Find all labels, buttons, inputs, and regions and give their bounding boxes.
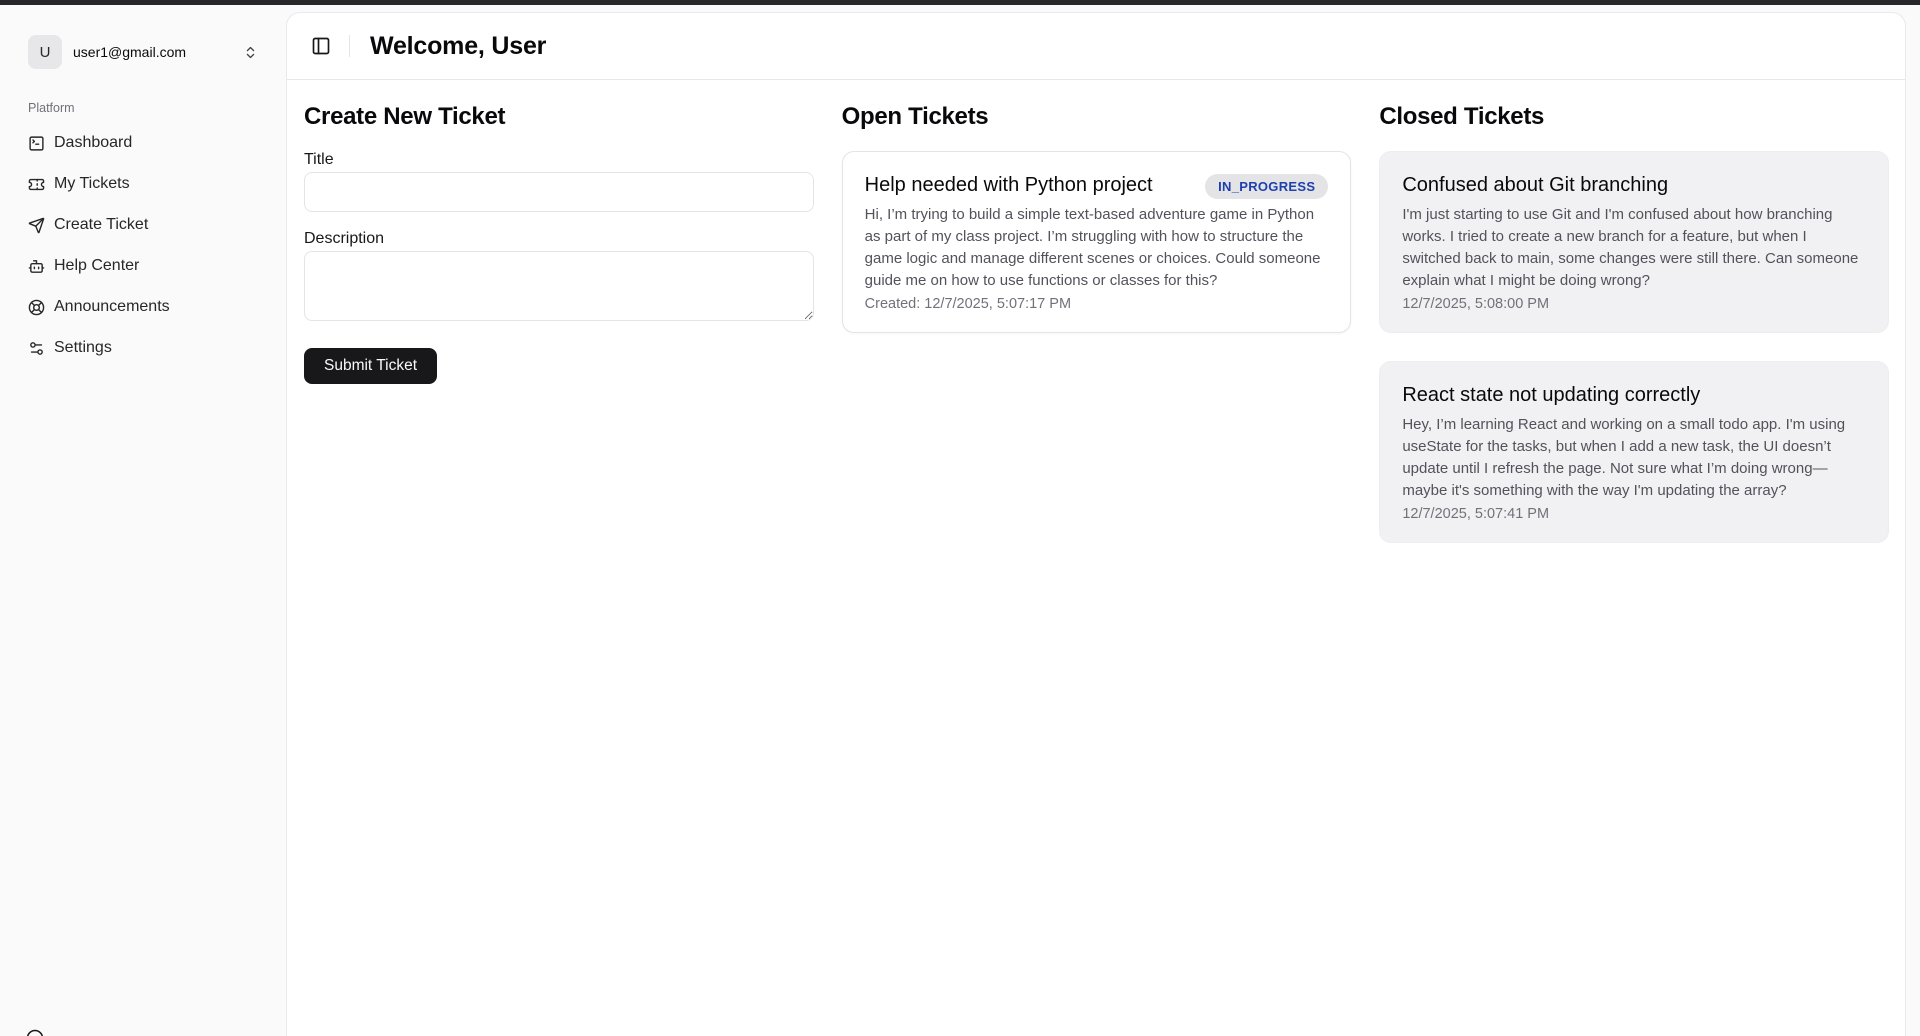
closed-ticket-card[interactable] <box>1379 361 1889 543</box>
sidebar-item-dashboard[interactable] <box>16 125 270 161</box>
closed-tickets-heading: Closed Tickets <box>1379 103 1545 130</box>
create-ticket-form <box>304 151 814 384</box>
open-tickets-heading: Open Tickets <box>841 103 989 130</box>
ticket-created-time: 12/7/2025, 5:07:41 PM <box>1402 506 1550 522</box>
sidebar-item-my-tickets[interactable] <box>16 166 270 202</box>
closed-ticket-card[interactable] <box>1379 151 1889 333</box>
open-ticket-card[interactable] <box>842 151 1352 333</box>
description-label: Description <box>304 230 385 247</box>
create-ticket-section <box>304 103 814 384</box>
avatar-initial: U <box>39 43 51 61</box>
description-input[interactable] <box>304 251 814 321</box>
title-field-group <box>304 151 814 212</box>
bot-icon <box>28 258 45 275</box>
sidebar-section-label: Platform <box>28 101 75 115</box>
ticket-body: Hey, I’m learning React and working on a small todo app. I'm using useState for the tasks, but when I add a new task, the UI doesn’t update until I refresh the page. Not sure what I’m doing wrong—maybe it's something with the way I'm updating the array? <box>1402 416 1846 499</box>
sidebar-item-label: My Tickets <box>54 175 130 192</box>
user-email: user1@gmail.com <box>73 44 187 60</box>
title-input[interactable] <box>304 172 814 212</box>
square-terminal-icon <box>28 135 45 152</box>
sliders-icon <box>28 340 45 357</box>
sidebar-item-create-ticket[interactable] <box>16 207 270 243</box>
sidebar-item-help-center[interactable] <box>16 248 270 284</box>
sidebar-item-announcements[interactable] <box>16 289 270 325</box>
open-tickets-section <box>842 103 1352 333</box>
avatar <box>28 35 62 69</box>
sidebar <box>0 5 286 1036</box>
sidebar-item-label: Settings <box>54 339 112 356</box>
sidebar-nav <box>16 125 270 366</box>
user-menu-button[interactable] <box>16 27 270 77</box>
ticket-body: Hi, I’m trying to build a simple text-based adventure game in Python as part of my class project. I’m struggling with how to structure the game logic and manage different scenes or choices. Could someone guide me on how to use functions or classes for this? <box>864 206 1321 289</box>
sidebar-item-label: Announcements <box>54 298 170 315</box>
ticket-title-row <box>865 172 1329 199</box>
closed-tickets-section <box>1379 103 1889 571</box>
ticket-body: I'm just starting to use Git and I'm confused about how branching works. I tried to create a new branch for a feature, but when I switched back to main, some changes were still there. Can someone explain what I might be doing wrong? <box>1402 206 1859 289</box>
submit-ticket-button[interactable]: Submit Ticket <box>304 348 437 384</box>
header-separator <box>349 35 350 57</box>
main-panel <box>286 12 1906 1036</box>
ticket-created-time: 12/7/2025, 5:08:00 PM <box>1402 296 1550 312</box>
circle-icon <box>26 1029 44 1036</box>
chevrons-up-down-icon <box>243 45 258 60</box>
sidebar-toggle-button[interactable] <box>305 30 337 62</box>
description-field-group <box>304 230 814 326</box>
ticket-title: Confused about Git branching <box>1402 174 1669 196</box>
page-title: Welcome, User <box>370 31 547 60</box>
sidebar-item-label: Create Ticket <box>54 216 149 233</box>
life-buoy-icon <box>28 299 45 316</box>
ticket-created-time: Created: 12/7/2025, 5:07:17 PM <box>864 296 1072 312</box>
main-header <box>287 13 1905 80</box>
title-label: Title <box>304 151 334 168</box>
ticket-title: Help needed with Python project <box>864 174 1153 196</box>
create-ticket-heading: Create New Ticket <box>304 103 506 130</box>
ticket-title: React state not updating correctly <box>1402 384 1701 406</box>
panel-left-icon <box>311 36 331 56</box>
ticket-icon <box>28 176 45 193</box>
dashboard-content <box>287 80 1905 571</box>
sidebar-item-label: Help Center <box>54 257 140 274</box>
status-badge: IN_PROGRESS <box>1205 174 1328 199</box>
send-icon <box>28 217 45 234</box>
sidebar-item-settings[interactable] <box>16 330 270 366</box>
sidebar-item-label: Dashboard <box>54 134 133 151</box>
app-root <box>0 5 1920 1036</box>
